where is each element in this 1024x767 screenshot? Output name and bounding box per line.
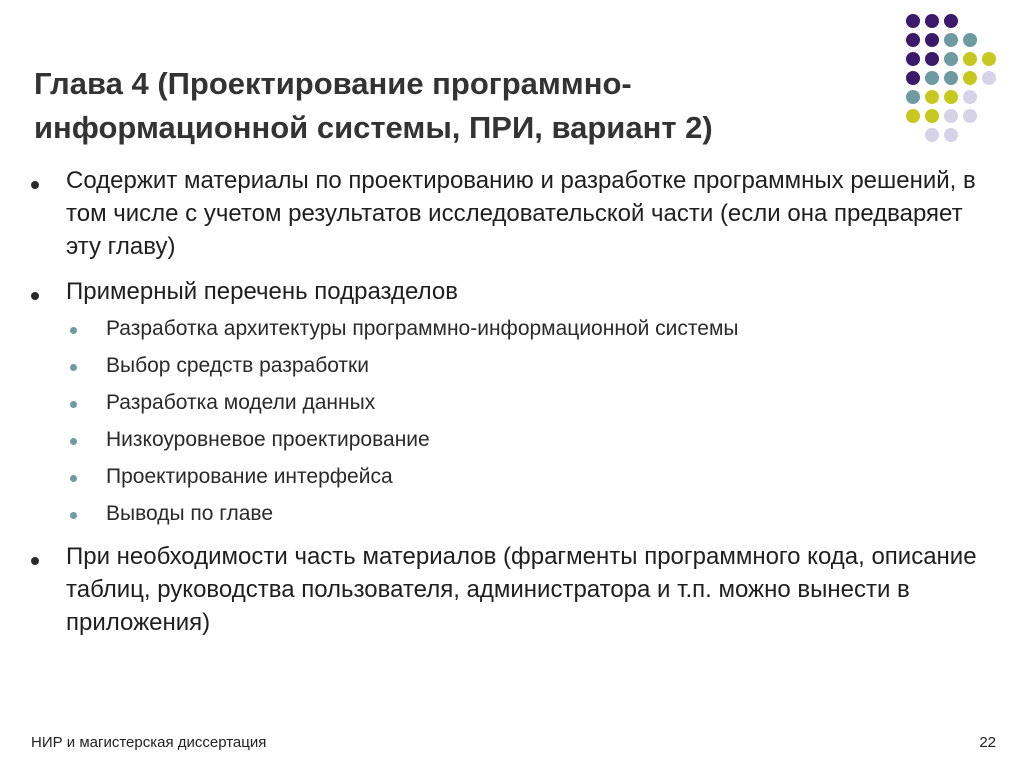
decorative-dot xyxy=(944,71,958,85)
bullet-text: Примерный перечень подразделов xyxy=(66,278,458,305)
decorative-dot xyxy=(944,33,958,47)
decorative-dot xyxy=(944,90,958,104)
decorative-dot xyxy=(925,14,939,28)
decorative-dot xyxy=(982,52,996,66)
bullet-dot-icon xyxy=(31,292,39,300)
subbullet-dot-icon xyxy=(70,438,77,445)
footer-title: НИР и магистерская диссертация xyxy=(31,734,267,751)
decorative-dot xyxy=(944,14,958,28)
page-number: 22 xyxy=(979,734,996,751)
decorative-dot xyxy=(944,128,958,142)
subbullet-dot-icon xyxy=(70,475,77,482)
decorative-dot xyxy=(944,109,958,123)
decorative-dot xyxy=(963,52,977,66)
slide-title: Глава 4 (Проектирование программно-информационной системы, ПРИ, вариант 2) xyxy=(34,66,713,145)
bullet-dot-icon xyxy=(31,557,39,565)
subbullet-text: Выводы по главе xyxy=(106,502,274,525)
decorative-dot xyxy=(925,90,939,104)
decorative-dot xyxy=(925,33,939,47)
decorative-dot xyxy=(925,52,939,66)
decorative-dot xyxy=(925,71,939,85)
subbullet-text: Низкоуровневое проектирование xyxy=(106,428,430,451)
subbullet-dot-icon xyxy=(70,327,77,334)
decorative-dot xyxy=(906,90,920,104)
decorative-dot xyxy=(963,90,977,104)
decorative-dot xyxy=(982,71,996,85)
subbullet-text: Разработка архитектуры программно-информационной системы xyxy=(106,317,739,340)
decorative-dot xyxy=(906,109,920,123)
subbullet-text: Разработка модели данных xyxy=(106,391,376,414)
decorative-dot xyxy=(963,71,977,85)
decorative-dot xyxy=(906,14,920,28)
decorative-dot xyxy=(963,33,977,47)
decorative-dot xyxy=(925,128,939,142)
decorative-dot xyxy=(906,52,920,66)
decorative-dot-grid xyxy=(906,14,1018,154)
decorative-dot xyxy=(963,109,977,123)
decorative-dot xyxy=(925,109,939,123)
subbullet-text: Проектирование интерфейса xyxy=(106,465,393,488)
subbullet-text: Выбор средств разработки xyxy=(106,354,369,377)
decorative-dot xyxy=(944,52,958,66)
subbullet-dot-icon xyxy=(70,364,77,371)
subbullet-dot-icon xyxy=(70,512,77,519)
decorative-dot xyxy=(906,33,920,47)
decorative-dot xyxy=(906,71,920,85)
subbullet-dot-icon xyxy=(70,401,77,408)
bullet-text: При необходимости часть материалов (фрагменты программного кода, описание таблиц, руководства пользователя, администратора и т.п. можно вынести в приложения) xyxy=(66,543,977,636)
bullet-dot-icon xyxy=(31,181,39,189)
bullet-text: Содержит материалы по проектированию и разработке программных решений, в том числе с учетом результатов исследовательской части (если она предваряет эту главу) xyxy=(66,167,976,260)
